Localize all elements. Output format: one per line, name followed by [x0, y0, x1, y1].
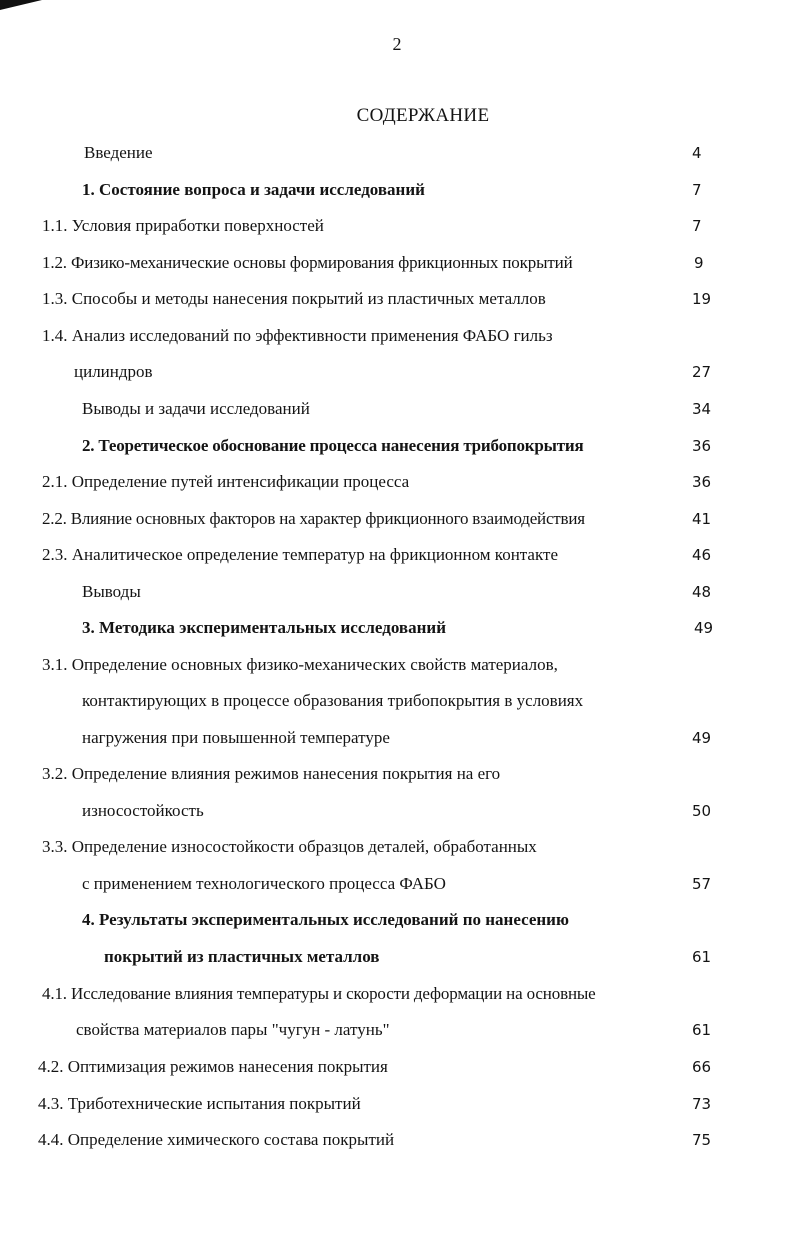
toc-page-2-1: 36 [692, 473, 712, 491]
toc-page-4-2: 66 [692, 1058, 712, 1076]
toc-page-1-4: 27 [692, 363, 712, 381]
toc-page-conclusions-1: 34 [692, 400, 712, 418]
toc-chapter-1: 1. Состояние вопроса и задачи исследований [82, 180, 425, 199]
toc-section-2-3: 2.3. Аналитическое определение температур на фрикционном контакте [42, 545, 558, 564]
toc-page-conclusions-2: 48 [692, 583, 712, 601]
toc-section-1-2: 1.2. Физико-механические основы формирования фрикционных покрытий [42, 253, 573, 272]
toc-section-4-1: 4.1. Исследование влияния температуры и скорости деформации на основные [42, 984, 596, 1003]
toc-entry-conclusions-1: Выводы и задачи исследований [82, 399, 310, 418]
toc-chapter-2: 2. Теоретическое обоснование процесса нанесения трибопокрытия [82, 436, 584, 455]
toc-section-4-4: 4.4. Определение химического состава покрытий [38, 1130, 395, 1149]
toc-page-2-3: 46 [692, 546, 712, 564]
toc-section-4-3: 4.3. Триботехнические испытания покрытий [38, 1094, 361, 1113]
toc-page-1-3: 19 [692, 290, 712, 308]
toc-page-3-3: 57 [692, 875, 712, 893]
toc-section-3-2-cont: износостойкость [82, 801, 204, 820]
toc-page-1-2: 9 [694, 254, 704, 272]
toc-section-3-1: 3.1. Определение основных физико-механических свойств материалов, [42, 655, 558, 674]
toc-section-2-1: 2.1. Определение путей интенсификации процесса [42, 472, 410, 491]
page-number: 2 [392, 34, 402, 54]
toc-chapter-4: 4. Результаты экспериментальных исследований по нанесению [82, 910, 569, 929]
toc-chapter-3: 3. Методика экспериментальных исследований [82, 618, 446, 637]
toc-section-3-3: 3.3. Определение износостойкости образцов деталей, обработанных [42, 837, 537, 856]
toc-section-1-1: 1.1. Условия приработки поверхностей [42, 216, 324, 235]
toc-title: СОДЕРЖАНИЕ [356, 105, 490, 126]
toc-page-chapter-2: 36 [692, 437, 712, 455]
toc-entry-intro: Введение [84, 143, 153, 162]
toc-page-3-1: 49 [692, 729, 712, 747]
toc-section-1-4: 1.4. Анализ исследований по эффективности применения ФАБО гильз [42, 326, 553, 345]
toc-section-4-1-cont: свойства материалов пары "чугун - латунь" [76, 1020, 390, 1039]
toc-page-chapter-1: 7 [692, 181, 702, 199]
toc-page-chapter-3: 49 [694, 619, 714, 637]
toc-section-1-3: 1.3. Способы и методы нанесения покрытий из пластичных металлов [42, 289, 546, 308]
toc-page-2-2: 41 [692, 510, 712, 528]
toc-page-4-4: 75 [692, 1131, 712, 1149]
toc-page-4-1: 61 [692, 1021, 712, 1039]
toc-entry-conclusions-2: Выводы [82, 582, 141, 601]
toc-section-3-1-cont-a: контактирующих в процессе образования трибопокрытия в условиях [82, 691, 584, 710]
toc-page-3-2: 50 [692, 802, 712, 820]
toc-page-4-3: 73 [692, 1095, 712, 1113]
toc-section-4-2: 4.2. Оптимизация режимов нанесения покрытия [38, 1057, 388, 1076]
toc-page-chapter-4: 61 [692, 948, 712, 966]
toc-chapter-4-cont: покрытий из пластичных металлов [104, 947, 380, 966]
toc-section-3-2: 3.2. Определение влияния режимов нанесения покрытия на его [42, 764, 501, 783]
toc-section-1-4-cont: цилиндров [74, 362, 153, 381]
toc-section-2-2: 2.2. Влияние основных факторов на характер фрикционного взаимодействия [42, 509, 585, 528]
toc-section-3-3-cont: с применением технологического процесса ФАБО [82, 874, 446, 893]
toc-page-1-1: 7 [692, 217, 702, 235]
toc-section-3-1-cont-b: нагружения при повышенной температуре [82, 728, 390, 747]
scan-corner-mark [0, 0, 42, 12]
toc-page-intro: 4 [692, 144, 702, 162]
